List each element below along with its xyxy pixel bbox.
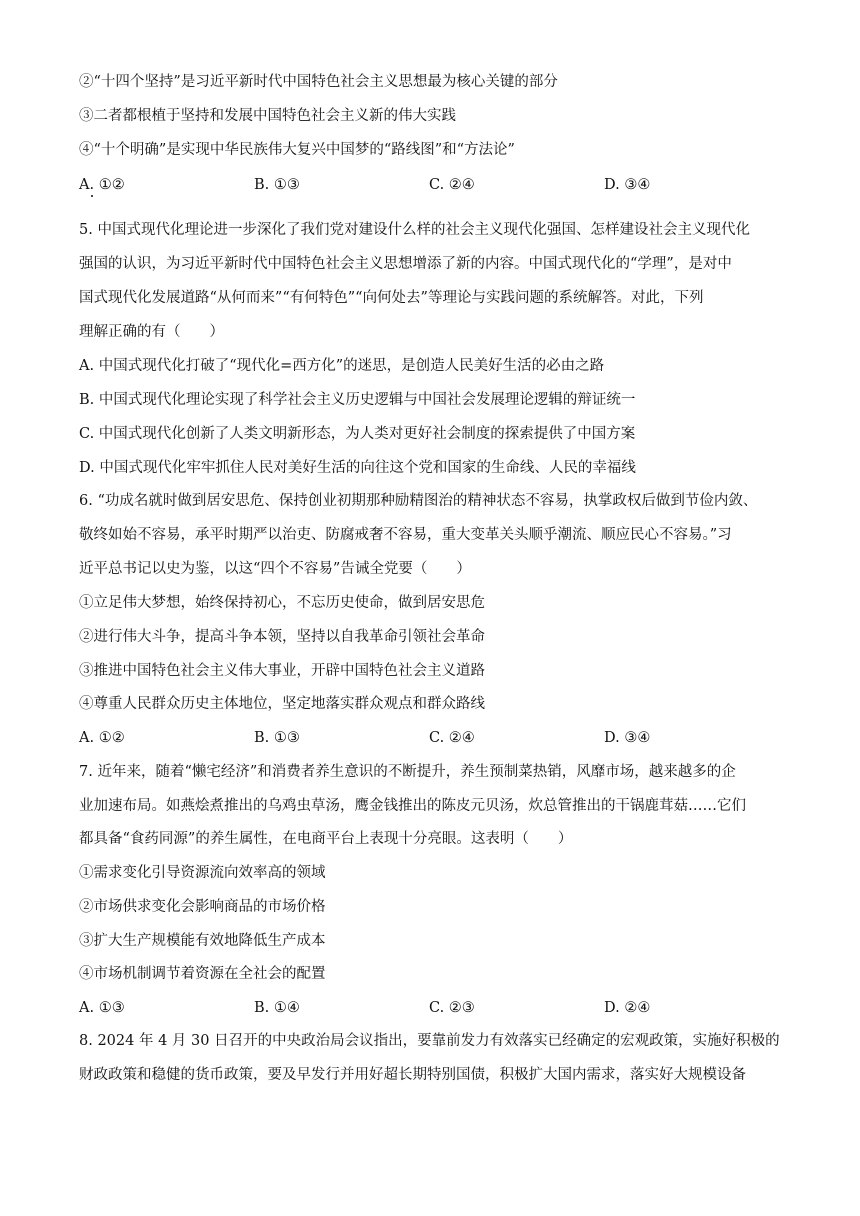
q7-option-b[interactable]: B. ①④ [254,1000,300,1016]
q5-stem-line-2: 强国的认识，为习近平新时代中国特色社会主义思想增添了新的内容。中国式现代化的“学理”，是对中 [79,256,732,272]
q6-option-c[interactable]: C. ②④ [429,730,475,746]
q5-option-a[interactable]: A. 中国式现代化打破了“现代化=西方化”的迷思，是创造人民美好生活的必由之路 [79,358,605,374]
q7-statement-2: ②市场供求变化会影响商品的市场价格 [79,899,326,915]
emphasis-dot [91,195,93,197]
q6-stem-line-2: 敬终如始不容易，承平时期严以治吏、防腐戒奢不容易，重大变革关头顺乎潮流、顺应民心不容易。”习 [79,527,732,543]
q5-option-c[interactable]: C. 中国式现代化创新了人类文明新形态，为人类对更好社会制度的探索提供了中国方案 [79,426,636,442]
q4-statement-2: ②“十四个坚持”是习近平新时代中国特色社会主义思想最为核心关键的部分 [79,74,558,90]
q5-option-d[interactable]: D. 中国式现代化牢牢抓住人民对美好生活的向往这个党和国家的生命线、人民的幸福线 [79,460,636,476]
q4-statement-4: ④“十个明确”是实现中华民族伟大复兴中国梦的“路线图”和“方法论” [79,142,515,158]
q6-stem-line-1: 6. “功成名就时做到居安思危、保持创业初期那种励精图治的精神状态不容易，执掌政权后做到节俭内敛、 [79,493,758,509]
q4-option-a[interactable]: A. ①② [79,177,125,193]
q4-statement-3: ③二者都根植于坚持和发展中国特色社会主义新的伟大实践 [79,108,456,124]
q4-option-b[interactable]: B. ①③ [254,177,300,193]
q4-option-d[interactable]: D. ③④ [604,177,651,193]
q7-stem-line-1: 7. 近年来，随着“懒宅经济”和消费者养生意识的不断提升，养生预制菜热销，风靡市场，越来越多的企 [79,764,736,780]
q8-stem-line-2: 财政政策和稳健的货币政策，要及早发行并用好超长期特别国债，积极扩大国内需求，落实好大规模设备 [79,1067,746,1083]
q8-stem-line-1: 8. 2024 年 4 月 30 日召开的中央政治局会议指出，要靠前发力有效落实已经确定的宏观政策，实施好积极的 [79,1033,780,1049]
q7-statement-3: ③扩大生产规模能有效地降低生产成本 [79,933,326,949]
q5-option-b[interactable]: B. 中国式现代化理论实现了科学社会主义历史逻辑与中国社会发展理论逻辑的辩证统一 [79,392,636,408]
q5-stem-line-4: 理解正确的有（ ） [79,324,224,340]
q4-option-c[interactable]: C. ②④ [429,177,475,193]
q6-option-a[interactable]: A. ①② [79,730,125,746]
q7-option-a[interactable]: A. ①③ [79,1000,125,1016]
q7-statement-4: ④市场机制调节着资源在全社会的配置 [79,966,326,982]
q6-statement-3: ③推进中国特色社会主义伟大事业，开辟中国特色社会主义道路 [79,663,485,679]
q6-option-d[interactable]: D. ③④ [604,730,651,746]
q5-stem-line-1: 5. 中国式现代化理论进一步深化了我们党对建设什么样的社会主义现代化强国、怎样建设社会主义现代化 [79,222,750,238]
q7-stem-line-2: 业加速布局。如燕烩煮推出的乌鸡虫草汤，鹰金钱推出的陈皮元贝汤，炊总管推出的干锅鹿茸菇……它们 [79,798,746,814]
q7-statement-1: ①需求变化引导资源流向效率高的领域 [79,865,326,881]
q6-statement-4: ④尊重人民群众历史主体地位，坚定地落实群众观点和群众路线 [79,696,485,712]
q6-option-b[interactable]: B. ①③ [254,730,300,746]
q6-stem-line-3: 近平总书记以史为鉴，以这“四个不容易”告诫全党要（ ） [79,561,471,577]
q5-stem-line-3: 国式现代化发展道路“从何而来”“有何特色”“向何处去”等理论与实践问题的系统解答。对此，下列 [79,290,704,306]
q7-stem-line-3: 都具备“食药同源”的养生属性，在电商平台上表现十分亮眼。这表明（ ） [79,831,573,847]
q7-option-c[interactable]: C. ②③ [429,1000,475,1016]
q6-statement-2: ②进行伟大斗争，提高斗争本领，坚持以自我革命引领社会革命 [79,629,485,645]
q7-option-d[interactable]: D. ②④ [604,1000,651,1016]
q6-statement-1: ①立足伟大梦想，始终保持初心，不忘历史使命，做到居安思危 [79,595,485,611]
